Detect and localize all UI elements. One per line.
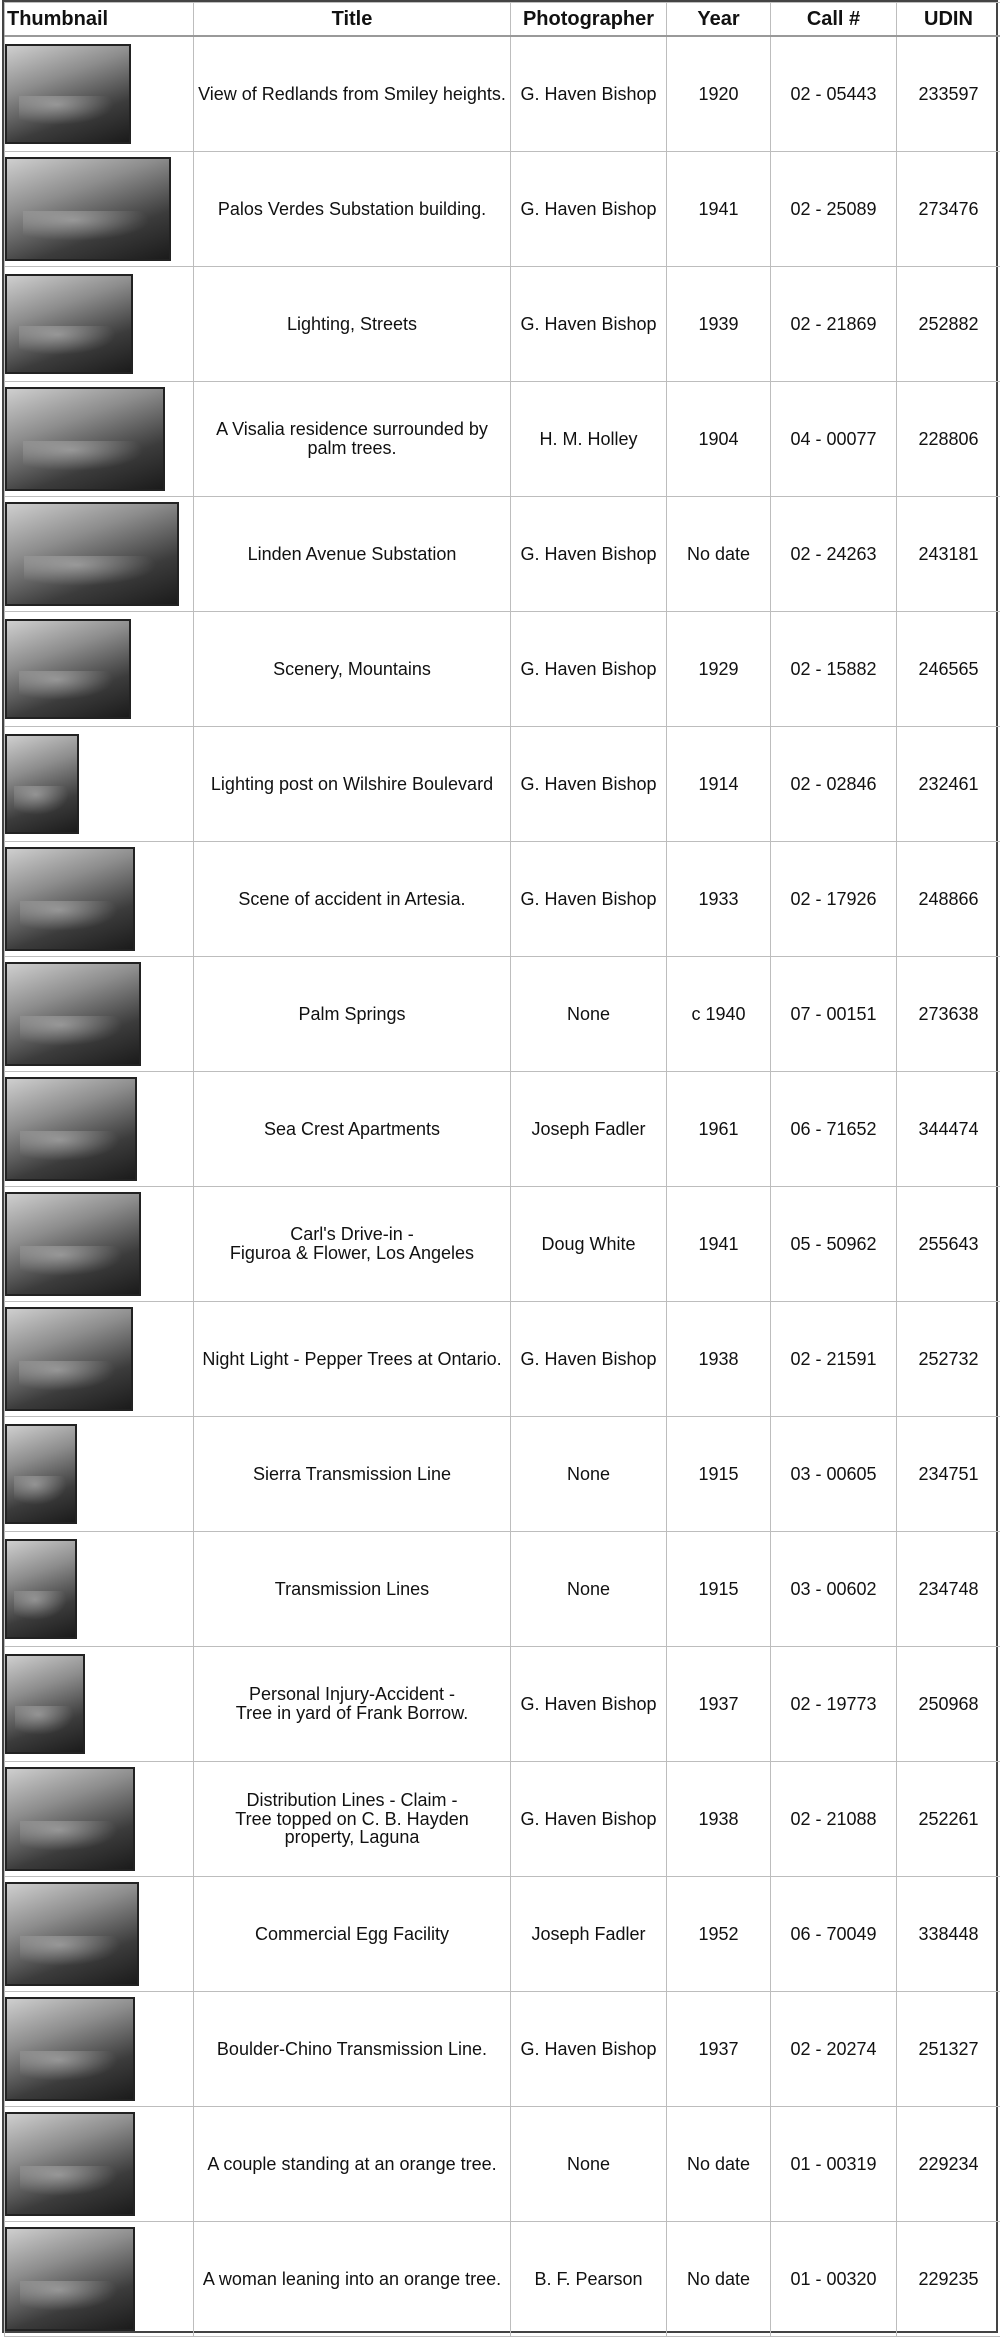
table-row (5, 842, 1000, 957)
col-header-title: Title (194, 3, 511, 37)
thumbnail-image[interactable] (5, 1077, 137, 1181)
udin-cell: 229234 (897, 2107, 1000, 2222)
photographer-cell: None (511, 1532, 667, 1647)
thumbnail-cell (5, 382, 194, 497)
thumbnail-image[interactable] (5, 44, 131, 144)
year-cell: 1941 (667, 152, 771, 267)
photo-table-frame (2, 0, 998, 2333)
udin-cell: 252261 (897, 1762, 1000, 1877)
header-row (5, 3, 1000, 37)
thumbnail-image[interactable] (5, 2112, 135, 2216)
call-number-cell: 02 - 05443 (771, 36, 897, 152)
title-cell: Commercial Egg Facility (194, 1877, 511, 1992)
thumbnail-image[interactable] (5, 387, 165, 491)
udin-cell: 338448 (897, 1877, 1000, 1992)
thumbnail-cell (5, 497, 194, 612)
thumbnail-cell (5, 612, 194, 727)
thumbnail-cell (5, 1647, 194, 1762)
title-cell: Lighting, Streets (194, 267, 511, 382)
photographer-cell: G. Haven Bishop (511, 497, 667, 612)
call-number-cell: 02 - 21591 (771, 1302, 897, 1417)
col-header-call: Call # (771, 3, 897, 37)
thumbnail-image[interactable] (5, 962, 141, 1066)
call-number-cell: 01 - 00319 (771, 2107, 897, 2222)
year-cell: 1915 (667, 1417, 771, 1532)
title-cell: A woman leaning into an orange tree. (194, 2222, 511, 2337)
title-cell: Palm Springs (194, 957, 511, 1072)
thumbnail-cell (5, 2222, 194, 2337)
year-cell: No date (667, 2107, 771, 2222)
photographer-cell: G. Haven Bishop (511, 727, 667, 842)
call-number-cell: 02 - 21088 (771, 1762, 897, 1877)
photographer-cell: Joseph Fadler (511, 1877, 667, 1992)
col-header-year: Year (667, 3, 771, 37)
call-number-cell: 02 - 20274 (771, 1992, 897, 2107)
photographer-cell: G. Haven Bishop (511, 1647, 667, 1762)
photographer-cell: G. Haven Bishop (511, 1992, 667, 2107)
thumbnail-image[interactable] (5, 1424, 77, 1524)
thumbnail-image[interactable] (5, 274, 133, 374)
thumbnail-image[interactable] (5, 1539, 77, 1639)
udin-cell: 273638 (897, 957, 1000, 1072)
udin-cell: 252882 (897, 267, 1000, 382)
photographer-cell: G. Haven Bishop (511, 36, 667, 152)
title-cell: Night Light - Pepper Trees at Ontario. (194, 1302, 511, 1417)
title-cell: Scene of accident in Artesia. (194, 842, 511, 957)
title-cell: Sea Crest Apartments (194, 1072, 511, 1187)
table-row (5, 1302, 1000, 1417)
year-cell: 1938 (667, 1762, 771, 1877)
call-number-cell: 02 - 25089 (771, 152, 897, 267)
title-cell: Linden Avenue Substation (194, 497, 511, 612)
photographer-cell: H. M. Holley (511, 382, 667, 497)
thumbnail-cell (5, 1877, 194, 1992)
year-cell: 1939 (667, 267, 771, 382)
title-cell: Distribution Lines - Claim - Tree topped on C. B. Hayden property, Laguna (194, 1762, 511, 1877)
udin-cell: 229235 (897, 2222, 1000, 2337)
thumbnail-image[interactable] (5, 1654, 85, 1754)
photographer-cell: B. F. Pearson (511, 2222, 667, 2337)
year-cell: 1961 (667, 1072, 771, 1187)
photo-table (4, 2, 1000, 2337)
thumbnail-cell (5, 1532, 194, 1647)
thumbnail-cell (5, 957, 194, 1072)
thumbnail-cell (5, 36, 194, 152)
table-row (5, 36, 1000, 152)
table-row (5, 612, 1000, 727)
title-cell: Transmission Lines (194, 1532, 511, 1647)
thumbnail-cell (5, 2107, 194, 2222)
photographer-cell: None (511, 957, 667, 1072)
table-row (5, 957, 1000, 1072)
thumbnail-image[interactable] (5, 1882, 139, 1986)
table-row (5, 1877, 1000, 1992)
udin-cell: 232461 (897, 727, 1000, 842)
thumbnail-image[interactable] (5, 1192, 141, 1296)
year-cell: 1920 (667, 36, 771, 152)
thumbnail-cell (5, 152, 194, 267)
table-row (5, 1762, 1000, 1877)
year-cell: 1937 (667, 1992, 771, 2107)
table-row (5, 2107, 1000, 2222)
year-cell: 1904 (667, 382, 771, 497)
call-number-cell: 05 - 50962 (771, 1187, 897, 1302)
call-number-cell: 02 - 24263 (771, 497, 897, 612)
thumbnail-cell (5, 842, 194, 957)
udin-cell: 234748 (897, 1532, 1000, 1647)
thumbnail-cell (5, 1072, 194, 1187)
year-cell: 1914 (667, 727, 771, 842)
udin-cell: 234751 (897, 1417, 1000, 1532)
col-header-thumbnail: Thumbnail (5, 3, 194, 37)
udin-cell: 243181 (897, 497, 1000, 612)
thumbnail-cell (5, 267, 194, 382)
udin-cell: 246565 (897, 612, 1000, 727)
table-row (5, 382, 1000, 497)
thumbnail-image[interactable] (5, 734, 79, 834)
photographer-cell: G. Haven Bishop (511, 267, 667, 382)
year-cell: 1937 (667, 1647, 771, 1762)
photographer-cell: Joseph Fadler (511, 1072, 667, 1187)
photographer-cell: G. Haven Bishop (511, 612, 667, 727)
thumbnail-image[interactable] (5, 157, 171, 261)
call-number-cell: 02 - 15882 (771, 612, 897, 727)
thumbnail-image[interactable] (5, 2227, 135, 2331)
thumbnail-cell (5, 1302, 194, 1417)
table-row (5, 727, 1000, 842)
udin-cell: 248866 (897, 842, 1000, 957)
udin-cell: 255643 (897, 1187, 1000, 1302)
call-number-cell: 06 - 70049 (771, 1877, 897, 1992)
call-number-cell: 03 - 00602 (771, 1532, 897, 1647)
title-cell: Palos Verdes Substation building. (194, 152, 511, 267)
year-cell: 1952 (667, 1877, 771, 1992)
title-cell: Personal Injury-Accident - Tree in yard of Frank Borrow. (194, 1647, 511, 1762)
photographer-cell: Doug White (511, 1187, 667, 1302)
call-number-cell: 04 - 00077 (771, 382, 897, 497)
table-row (5, 152, 1000, 267)
title-cell: View of Redlands from Smiley heights. (194, 36, 511, 152)
table-row (5, 497, 1000, 612)
udin-cell: 233597 (897, 36, 1000, 152)
udin-cell: 251327 (897, 1992, 1000, 2107)
call-number-cell: 06 - 71652 (771, 1072, 897, 1187)
call-number-cell: 01 - 00320 (771, 2222, 897, 2337)
thumbnail-cell (5, 1187, 194, 1302)
year-cell: 1929 (667, 612, 771, 727)
call-number-cell: 07 - 00151 (771, 957, 897, 1072)
call-number-cell: 02 - 21869 (771, 267, 897, 382)
year-cell: 1938 (667, 1302, 771, 1417)
call-number-cell: 02 - 17926 (771, 842, 897, 957)
table-row (5, 1417, 1000, 1532)
photographer-cell: G. Haven Bishop (511, 1302, 667, 1417)
title-cell: Sierra Transmission Line (194, 1417, 511, 1532)
year-cell: 1941 (667, 1187, 771, 1302)
thumbnail-image[interactable] (5, 847, 135, 951)
table-row (5, 1992, 1000, 2107)
year-cell: No date (667, 2222, 771, 2337)
thumbnail-cell (5, 1762, 194, 1877)
title-cell: A couple standing at an orange tree. (194, 2107, 511, 2222)
table-row (5, 1072, 1000, 1187)
year-cell: c 1940 (667, 957, 771, 1072)
photographer-cell: G. Haven Bishop (511, 152, 667, 267)
thumbnail-image[interactable] (5, 1997, 135, 2101)
photographer-cell: None (511, 1417, 667, 1532)
udin-cell: 344474 (897, 1072, 1000, 1187)
photographer-cell: G. Haven Bishop (511, 1762, 667, 1877)
title-cell: Scenery, Mountains (194, 612, 511, 727)
thumbnail-image[interactable] (5, 619, 131, 719)
col-header-udin: UDIN (897, 3, 1000, 37)
photographer-cell: G. Haven Bishop (511, 842, 667, 957)
call-number-cell: 03 - 00605 (771, 1417, 897, 1532)
title-cell: Boulder-Chino Transmission Line. (194, 1992, 511, 2107)
table-row (5, 1187, 1000, 1302)
thumbnail-cell (5, 1417, 194, 1532)
thumbnail-cell (5, 727, 194, 842)
thumbnail-image[interactable] (5, 502, 179, 606)
thumbnail-image[interactable] (5, 1307, 133, 1411)
year-cell: 1915 (667, 1532, 771, 1647)
call-number-cell: 02 - 19773 (771, 1647, 897, 1762)
udin-cell: 228806 (897, 382, 1000, 497)
table-row (5, 1647, 1000, 1762)
table-row (5, 267, 1000, 382)
udin-cell: 273476 (897, 152, 1000, 267)
year-cell: No date (667, 497, 771, 612)
thumbnail-cell (5, 1992, 194, 2107)
title-cell: Carl's Drive-in - Figuroa & Flower, Los Angeles (194, 1187, 511, 1302)
udin-cell: 250968 (897, 1647, 1000, 1762)
title-cell: Lighting post on Wilshire Boulevard (194, 727, 511, 842)
thumbnail-image[interactable] (5, 1767, 135, 1871)
col-header-photographer: Photographer (511, 3, 667, 37)
year-cell: 1933 (667, 842, 771, 957)
title-cell: A Visalia residence surrounded by palm trees. (194, 382, 511, 497)
table-row (5, 2222, 1000, 2337)
photographer-cell: None (511, 2107, 667, 2222)
call-number-cell: 02 - 02846 (771, 727, 897, 842)
table-row (5, 1532, 1000, 1647)
udin-cell: 252732 (897, 1302, 1000, 1417)
